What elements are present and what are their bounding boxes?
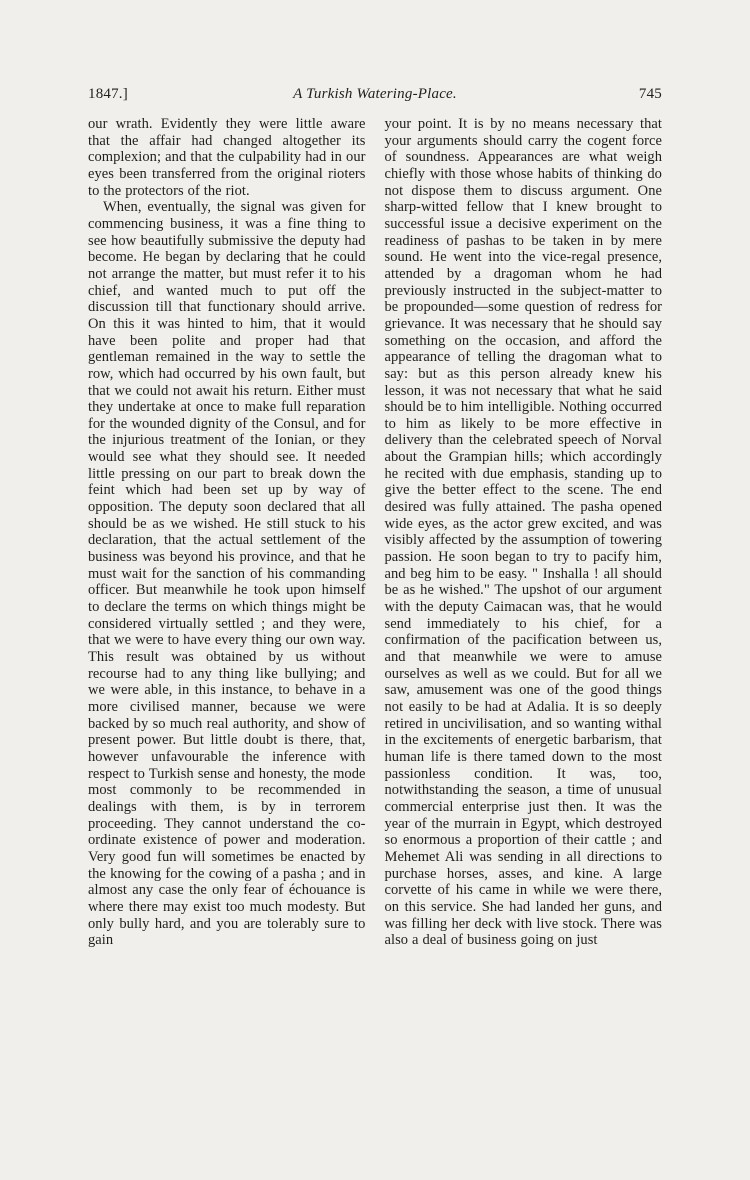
paragraph: When, eventually, the signal was given for commencing business, it was a fine thing to see how beautifully submissive the deputy had become. He began by declaring that he could not arrange the matter, but must refer it to his chief, and wanted much to put off the discussion till that functionary should arrive. On this it was hinted to him, that it would have been polite and proper had that gentleman remained in the way to settle the row, which had occurred by his own fault, but that we could not await his return. Either must they undertake at once to make full reparation for the wounded dignity of the Consul, and for the injurious treatment of the Ionian, or they would see what they should see. It needed little pressing on our part to break down the feint which had been set up by way of opposition. The deputy soon declared that all should be as we wished. He still stuck to his declaration, that the actual settlement of the business was beyond his province, and that he must wait for the sanction of his commanding officer. But meanwhile he took upon himself to declare the terms on which things might be considered virtually settled ; and they were, that we were to have every thing our own way. This result was obtained by us without recourse had to any thing like bullying; and we were able, in this instance, to behave in a more civilised manner, because we were backed by so much real authority, and show of present power. But little doubt is there, that, however unfavourable the inference with respect to Turkish sense and honesty, the mode most commonly to be recommended in dealings with them, is by in terrorem proceeding. They cannot understand the co-ordinate existence of power and moderation. Very good fun will sometimes be enacted by the knowing for the cowing of a pasha ; and in almost any case the only fear of échouance is where there may exist too much modesty. But only bully hard, and you are tolerably sure to gain [88, 199, 366, 949]
right-column [385, 116, 663, 1152]
left-column [88, 116, 366, 1152]
paragraph: our wrath. Evidently they were little aware that the affair had changed altogether its complexion; and that the culpability had in our eyes been transferred from the original rioters to the protectors of the riot. [88, 116, 366, 199]
page-header [88, 86, 662, 103]
page-number: 745 [638, 86, 662, 102]
text-columns [88, 116, 662, 1152]
running-title: A Turkish Watering-Place. [293, 86, 457, 102]
paragraph: your point. It is by no means necessary that your arguments should carry the cogent force of soundness. Appearances are what weigh chiefly with those whose habits of thinking do not dispose them to discuss argument. One sharp-witted fellow that I knew brought to successful issue a decisive experiment on the readiness of pashas to be taken in by mere sound. He went into the vice-regal presence, attended by a dragoman whom he had previously instructed in the subject-matter to be propounded—some question of redress for grievance. It was necessary that he should say something on the occasion, and afford the appearance of telling the dragoman what to say: but as this person already knew his lesson, it was not necessary that what he said should be to him intelligible. Nothing occurred to him as likely to be more effective in delivery than the celebrated speech of Norval about the Grampian hills; which accordingly he recited with due emphasis, standing up to give the better effect to the scene. The end desired was fully attained. The pasha opened wide eyes, as the actor grew excited, and was visibly affected by the assumption of towering passion. He soon began to try to pacify him, and beg him to be easy. " Inshalla ! all should be as he wished." The upshot of our argument with the deputy Caimacan was, that he would send immediately to his chief, for a confirmation of the pacification between us, and that meanwhile we were to amuse ourselves as well as we could. But for all we saw, amusement was one of the good things not easily to be had at Adalia. It is so deeply retired in uncivilisation, and so wanting withal in the excitements of energetic barbarism, that human life is there tamed down to the most passionless condition. It was, too, notwithstanding the season, a time of unusual commercial enterprise just then. It was the year of the murrain in Egypt, which destroyed so enormous a proportion of their cattle ; and Mehemet Ali was sending in all directions to purchase horses, asses, and kine. A large corvette of his came in while we were there, on this service. She had landed her guns, and was filling her deck with live stock. There was also a deal of business going on just [384, 116, 662, 949]
page-content [88, 86, 662, 1152]
header-date: 1847.] [88, 86, 128, 102]
